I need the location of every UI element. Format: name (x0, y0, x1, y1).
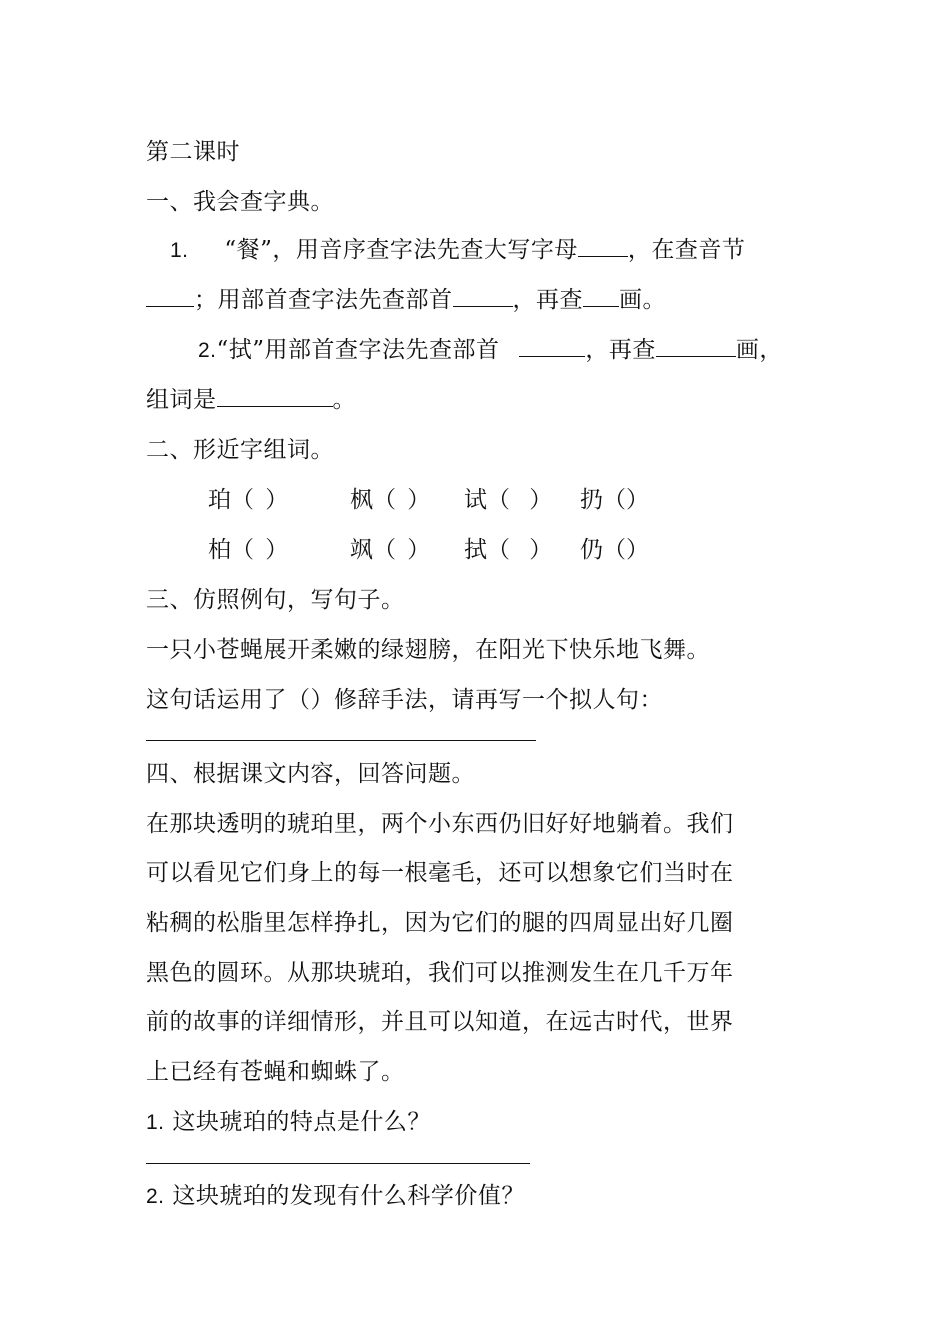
question-text: “拭”用部首查字法先查部首 (216, 337, 508, 363)
answer-line[interactable] (146, 740, 536, 741)
passage-line: 前的故事的详细情形，并且可以知道，在远古时代，世界 (146, 1009, 734, 1035)
question-text: ，再查 (512, 287, 583, 313)
question-4-1 (146, 1102, 431, 1142)
question-1-2 (198, 330, 783, 370)
blank-field[interactable] (146, 280, 194, 307)
word-item: 拭（ ） (464, 537, 559, 563)
word-item: 扔（） (580, 487, 649, 513)
word-item: 柏（ ） (208, 537, 291, 563)
question-4-2 (146, 1176, 525, 1216)
word-item: 珀（ ） (208, 487, 291, 513)
blank-field[interactable] (519, 330, 585, 357)
lesson-title: 第二课时 (146, 139, 240, 165)
answer-parens[interactable]: （ ） (487, 487, 559, 513)
question-text: ；用部首查字法先查部首 (194, 287, 453, 313)
section4-heading: 四、根据课文内容，回答问题。 (146, 761, 475, 787)
question-text: ，再查 (585, 337, 656, 363)
passage-line: 在那块透明的琥珀里，两个小东西仍旧好好地躺着。我们 (146, 811, 734, 837)
answer-parens[interactable]: （ ） (231, 537, 291, 563)
answer-parens[interactable]: （） (603, 537, 649, 563)
question-number: 2. (198, 339, 217, 362)
blank-field[interactable] (656, 330, 736, 357)
question-number: 2. (146, 1185, 165, 1208)
question-number: 1. (170, 239, 189, 262)
question-text: 画， (735, 337, 783, 363)
question-1-1 (170, 230, 745, 270)
passage-line: 粘稠的松脂里怎样挣扎，因为它们的腿的四周显出好几圈 (146, 910, 734, 936)
word-item: 仍（） (580, 537, 649, 563)
question-1-1-continued (146, 280, 666, 320)
section2-heading: 二、形近字组词。 (146, 437, 334, 463)
question-text: “餐”，用音序查字法先查大写字母 (224, 237, 578, 263)
example-sentence: 一只小苍蝇展开柔嫩的绿翅膀，在阳光下快乐地飞舞。 (146, 637, 710, 663)
answer-line[interactable] (146, 1163, 530, 1164)
word-item: 试（ ） (464, 487, 559, 513)
question-text: 组词是 (146, 387, 217, 413)
section1-heading: 一、我会查字典。 (146, 189, 334, 215)
answer-parens[interactable]: （ ） (231, 487, 291, 513)
question-number: 1. (146, 1111, 165, 1134)
question-1-2-continued (146, 380, 356, 420)
question-text: 这块琥珀的特点是什么？ (164, 1109, 431, 1135)
question-text: 。 (332, 387, 356, 413)
blank-field[interactable] (217, 380, 333, 407)
question-text: 画。 (619, 287, 666, 313)
section3-prompt: 这句话运用了（）修辞手法，请再写一个拟人句： (146, 687, 663, 713)
question-text: ，在查音节 (627, 237, 746, 263)
blank-field[interactable] (453, 280, 513, 307)
passage-line: 可以看见它们身上的每一根毫毛，还可以想象它们当时在 (146, 860, 734, 886)
passage-line: 黑色的圆环。从那块琥珀，我们可以推测发生在几千万年 (146, 960, 734, 986)
answer-parens[interactable]: （ ） (373, 487, 433, 513)
passage-line: 上已经有苍蝇和蜘蛛了。 (146, 1059, 405, 1085)
answer-parens[interactable]: （） (603, 487, 649, 513)
word-item: 枫（ ） (350, 487, 433, 513)
blank-field[interactable] (583, 280, 619, 307)
word-item: 飒（ ） (350, 537, 433, 563)
blank-field[interactable] (578, 230, 628, 257)
question-text: 这块琥珀的发现有什么科学价值？ (164, 1183, 525, 1209)
answer-parens[interactable]: （ ） (373, 537, 433, 563)
answer-parens[interactable]: （ ） (487, 537, 559, 563)
section3-heading: 三、仿照例句，写句子。 (146, 587, 405, 613)
